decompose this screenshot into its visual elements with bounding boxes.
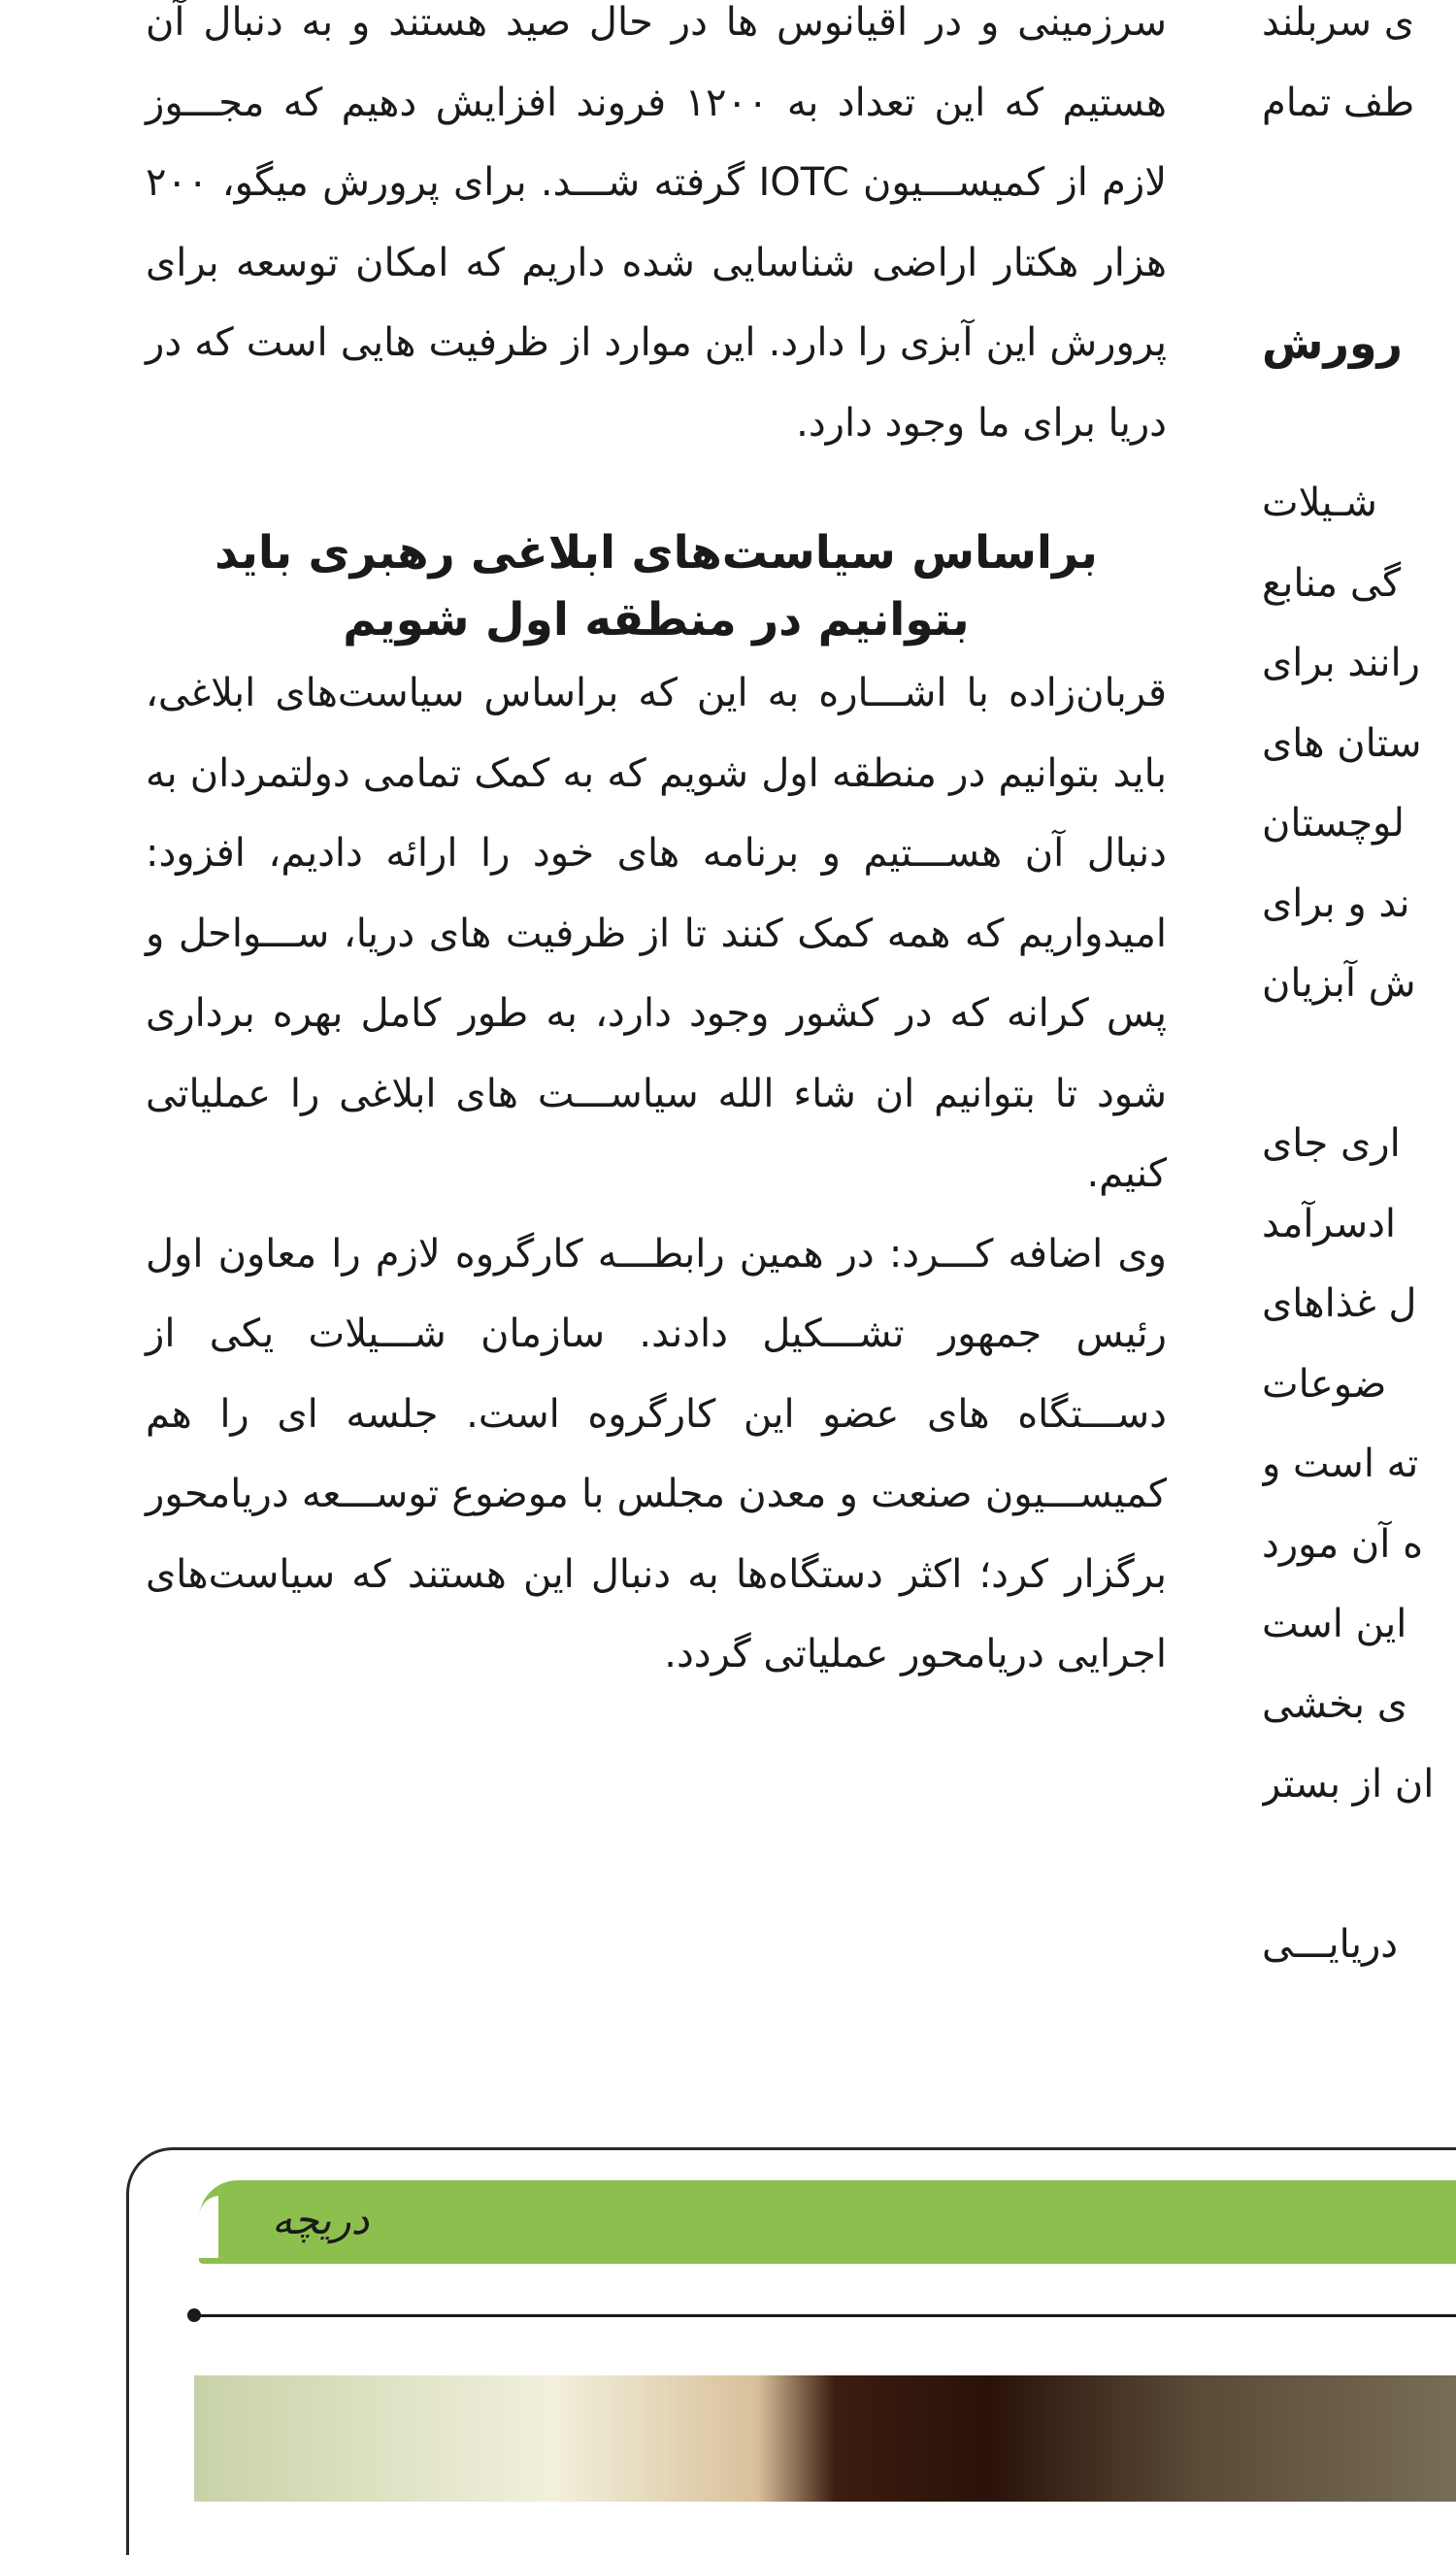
adjacent-line: ته است و xyxy=(1262,1442,1419,1486)
adjacent-line xyxy=(1262,1825,1456,1906)
adjacent-line: این است xyxy=(1262,1602,1407,1646)
adjacent-line: ضوعات xyxy=(1262,1361,1387,1407)
adjacent-line xyxy=(1262,1024,1456,1105)
adjacent-line: طف تمام xyxy=(1262,80,1415,125)
divider-rule xyxy=(196,2314,1456,2317)
adjacent-line: گی منابع xyxy=(1262,560,1402,606)
adjacent-line: شـیلات xyxy=(1262,481,1377,525)
adjacent-line: دریایـــی xyxy=(1262,1922,1399,1967)
section-banner xyxy=(199,2180,1456,2264)
adjacent-line xyxy=(1262,143,1456,223)
banner-label: دریچه xyxy=(272,2196,370,2243)
adjacent-line: لوچستان xyxy=(1262,801,1405,846)
adjacent-heading: رورش xyxy=(1262,316,1404,369)
intro-paragraph: سرزمینی و در اقیانوس ها در حال صید هستند و به دنبال آن هستیم که این تعداد به ۱۲۰۰ فروند افزایش دهیم که مجـــوز لازم از کمیســـیون IOTC گرفته شـــد. برای پرورش میگو، ۲۰۰ هزار هکتار اراضی شناسایی شده داریم که امکان توسعه برای پرورش این آبزی را دارد. این موارد از ظرفیت هایی است که در دریا برای ما وجود دارد. xyxy=(146,0,1168,446)
adjacent-line: اری جای xyxy=(1262,1121,1401,1166)
article-photo xyxy=(194,2375,1456,2502)
adjacent-line: رانند برای xyxy=(1262,641,1420,685)
adjacent-line: ند و برای xyxy=(1262,880,1410,926)
adjacent-line: ان از بستر xyxy=(1262,1762,1435,1807)
banner-tab-notch xyxy=(199,2196,220,2258)
adjacent-line: ادسرآمد xyxy=(1262,1201,1397,1246)
divider-dot xyxy=(187,2308,201,2322)
main-article-column xyxy=(146,0,1167,1695)
adjacent-line: ستان های xyxy=(1262,720,1422,766)
adjacent-line: ه آن مورد xyxy=(1262,1521,1424,1567)
adjacent-line: ی بخشی xyxy=(1262,1681,1407,1727)
adjacent-line: ل غذاهای xyxy=(1262,1281,1417,1326)
body-paragraph-2: وی اضافه کـــرد: در همین رابطـــه کارگروه لازم را معاون اول رئیس جمهور تشـــکیل دادند. سازمان شـــیلات یکی از دســـتگاه های عضو این کارگروه است. جلسه ای را هم کمیســـیون صنعت و معدن مجلس با موضوع توســـعه دریامحور برگزار کرد؛ اکثر دستگاه‌ها به دنبال این هستند که سیاست‌های اجرایی دریامحور عملیاتی گردد. xyxy=(146,1231,1167,1676)
adjacent-line xyxy=(1262,383,1456,464)
body-paragraph-1: قربان‌زاده با اشـــاره به این که براساس سیاست‌های ابلاغی، باید بتوانیم در منطقه اول شویم که به کمک تمامی دولتمردان به دنبال آن هســـتیم و برنامه های خود را ارائه دادیم، افزود: امیدواریم که همه کمک کنند تا از ظرفیت های دریا، ســـواحل و پس کرانه که در کشور وجود دارد، به طور کامل بهره برداری شود تا بتوانیم ان شاء الله سیاســـت های ابلاغی را عملیاتی کنیم. xyxy=(146,671,1167,1196)
adjacent-line: ی سربلند xyxy=(1262,0,1415,45)
adjacent-column-cropped xyxy=(1262,0,1456,1985)
section-heading: براساس سیاست‌های ابلاغی رهبری باید بتوانیم در منطقه اول شویم xyxy=(215,526,1098,647)
adjacent-line: ش آبزیان xyxy=(1262,961,1416,1006)
adjacent-line xyxy=(1262,223,1456,304)
